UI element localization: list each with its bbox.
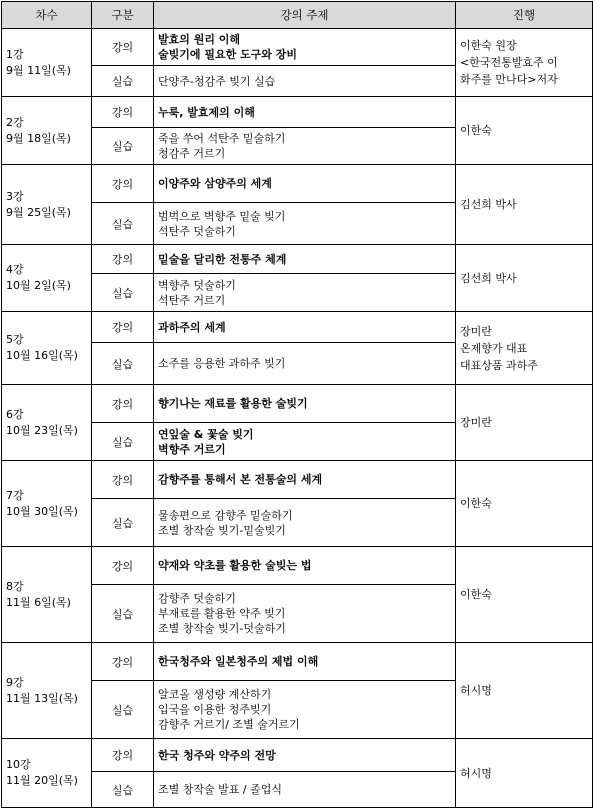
lecture-topic-cell	[154, 547, 456, 585]
session-cell	[2, 312, 92, 385]
type-lecture: 강의	[92, 385, 154, 423]
instructor-line: 온제향가 대표	[460, 341, 528, 355]
instructor-line: 김선희 박사	[460, 198, 517, 211]
lecture-topic-cell	[154, 461, 456, 499]
header-type: 구분	[92, 2, 154, 29]
session-cell	[2, 547, 92, 643]
session-date: 9월 18일(목)	[6, 131, 71, 145]
instructor-cell	[456, 29, 593, 97]
session-number: 7강	[6, 488, 24, 502]
type-lecture: 강의	[92, 739, 154, 772]
session-cell	[2, 461, 92, 547]
lecture-row	[2, 97, 593, 128]
instructor-cell	[456, 97, 593, 165]
lecture-topic-cell	[154, 312, 456, 343]
session-date: 10월 23일(목)	[6, 423, 78, 437]
type-practice: 실습	[92, 274, 154, 312]
session-number: 3강	[6, 189, 24, 203]
lecture-topic-line: 한국 청주와 약주의 전망	[158, 748, 276, 762]
lecture-topic-line: 밑술을 달리한 전통주 체계	[158, 252, 287, 266]
practice-topic-cell	[154, 66, 456, 97]
lecture-topic-line: 이양주와 삼양주의 세계	[158, 177, 272, 190]
type-practice: 실습	[92, 499, 154, 547]
practice-topic-line: 입국을 이용한 청주빚기	[158, 703, 272, 716]
header-topic: 강의 주제	[154, 2, 456, 29]
instructor-line: 대표상품 과하주	[460, 358, 538, 372]
practice-topic-line: 알코올 생성량 계산하기	[158, 688, 272, 701]
session-date: 11월 6일(목)	[6, 595, 71, 609]
instructor-cell	[456, 385, 593, 461]
session-number: 5강	[6, 333, 24, 346]
type-lecture: 강의	[92, 97, 154, 128]
instructor-line: 허시명	[460, 766, 492, 780]
instructor-line: 화주를 만나다>저자	[460, 73, 558, 86]
session-date: 10월 2일(목)	[6, 279, 71, 292]
practice-topic-line: 소주를 응용한 과하주 빚기	[158, 357, 286, 370]
instructor-cell	[456, 165, 593, 245]
lecture-topic-line: 한국청주와 일본청주의 제법 이해	[158, 655, 319, 668]
type-lecture: 강의	[92, 165, 154, 203]
lecture-topic-line: 술빚기에 필요한 도구와 장비	[158, 48, 297, 61]
session-number: 1강	[6, 47, 24, 61]
session-number: 2강	[6, 115, 24, 129]
type-lecture: 강의	[92, 245, 154, 274]
instructor-cell	[456, 461, 593, 547]
instructor-line: 이한숙	[460, 588, 492, 601]
type-lecture: 강의	[92, 643, 154, 681]
type-lecture: 강의	[92, 461, 154, 499]
practice-topic-cell	[154, 343, 456, 385]
instructor-line: 이한숙	[460, 497, 492, 510]
type-lecture: 강의	[92, 312, 154, 343]
lecture-topic-cell	[154, 739, 456, 772]
practice-topic-line: 조별 창작술 빚기-덧술하기	[158, 622, 286, 635]
session-date: 11월 20일(목)	[6, 774, 78, 787]
session-cell	[2, 245, 92, 312]
practice-topic-cell	[154, 128, 456, 165]
practice-topic-cell	[154, 681, 456, 739]
lecture-row	[2, 739, 593, 772]
lecture-topic-cell	[154, 29, 456, 66]
practice-topic-line: 부재료를 활용한 약주 빚기	[158, 607, 286, 620]
type-practice: 실습	[92, 585, 154, 643]
lecture-row	[2, 461, 593, 499]
session-cell	[2, 739, 92, 808]
type-lecture: 강의	[92, 29, 154, 66]
practice-topic-line: 석탄주 거르기	[158, 293, 226, 307]
instructor-cell	[456, 312, 593, 385]
instructor-line: 김선희 박사	[460, 271, 517, 285]
type-lecture: 강의	[92, 547, 154, 585]
session-cell	[2, 165, 92, 245]
practice-topic-line: 청감주 거르기	[158, 147, 226, 160]
practice-topic-cell	[154, 499, 456, 547]
lecture-topic-line: 감향주를 통해서 본 전통술의 세계	[158, 473, 323, 486]
course-schedule-table	[1, 1, 593, 808]
session-number: 6강	[6, 407, 24, 421]
practice-topic-cell	[154, 203, 456, 245]
type-practice: 실습	[92, 203, 154, 245]
instructor-line: <한국전통발효주 이	[460, 56, 558, 69]
session-cell	[2, 643, 92, 739]
session-number: 8강	[6, 579, 24, 593]
session-date: 11월 13일(목)	[6, 691, 78, 705]
practice-topic-line: 벽향주 거르기	[158, 442, 226, 456]
lecture-row	[2, 385, 593, 423]
instructor-line: 허시명	[460, 684, 492, 697]
practice-topic-line: 죽을 쑤어 석탄주 밑술하기	[158, 132, 286, 145]
practice-topic-line: 단양주-청감주 빚기 실습	[158, 74, 276, 88]
header-session: 차수	[2, 2, 92, 29]
header-instructor: 진행	[456, 2, 593, 29]
instructor-cell	[456, 739, 593, 808]
session-cell	[2, 29, 92, 97]
lecture-topic-cell	[154, 643, 456, 681]
session-number: 10강	[6, 758, 31, 771]
type-practice: 실습	[92, 66, 154, 97]
lecture-topic-cell	[154, 97, 456, 128]
lecture-row	[2, 547, 593, 585]
lecture-row	[2, 29, 593, 66]
lecture-topic-cell	[154, 385, 456, 423]
lecture-topic-line: 발효의 원리 이해	[158, 33, 241, 46]
session-cell	[2, 97, 92, 165]
instructor-cell	[456, 643, 593, 739]
practice-topic-cell	[154, 585, 456, 643]
practice-topic-cell	[154, 423, 456, 461]
practice-topic-line: 감향주 거르기/ 조별 술거르기	[158, 718, 300, 731]
practice-topic-line: 감향주 덧술하기	[158, 592, 236, 605]
instructor-line: 장미란	[460, 324, 492, 338]
practice-topic-line: 조별 창작술 빚기-밑술빚기	[158, 523, 286, 537]
instructor-cell	[456, 547, 593, 643]
instructor-line: 장미란	[460, 416, 492, 429]
session-date: 9월 25일(목)	[6, 205, 71, 219]
instructor-line: 이한숙 원장	[460, 39, 517, 52]
session-date: 10월 16일(목)	[6, 349, 78, 362]
lecture-topic-cell	[154, 245, 456, 274]
session-cell	[2, 385, 92, 461]
type-practice: 실습	[92, 343, 154, 385]
practice-topic-line: 물송편으로 감향주 밑술하기	[158, 508, 293, 522]
type-practice: 실습	[92, 423, 154, 461]
type-practice: 실습	[92, 681, 154, 739]
session-number: 9강	[6, 675, 24, 689]
session-number: 4강	[6, 263, 24, 276]
practice-topic-line: 석탄주 덧술하기	[158, 224, 236, 238]
lecture-row	[2, 245, 593, 274]
header-row	[2, 2, 593, 29]
practice-topic-line: 범벅으로 벽향주 밑술 빚기	[158, 209, 286, 223]
lecture-topic-line: 약재와 약초를 활용한 술빚는 법	[158, 559, 312, 572]
instructor-cell	[456, 245, 593, 312]
lecture-row	[2, 643, 593, 681]
lecture-topic-line: 향기나는 재료를 활용한 술빚기	[158, 397, 308, 410]
practice-topic-cell	[154, 274, 456, 312]
session-date: 9월 11일(목)	[6, 63, 71, 77]
practice-topic-line: 벽향주 덧술하기	[158, 278, 236, 292]
lecture-topic-cell	[154, 165, 456, 203]
lecture-row	[2, 312, 593, 343]
lecture-topic-line: 누룩, 발효제의 이해	[158, 105, 255, 119]
instructor-line: 이한숙	[460, 124, 492, 137]
lecture-row	[2, 165, 593, 203]
lecture-topic-line: 과하주의 세계	[158, 320, 226, 334]
practice-topic-line: 연잎술 & 꽃술 빚기	[158, 427, 254, 441]
type-practice: 실습	[92, 772, 154, 808]
type-practice: 실습	[92, 128, 154, 165]
practice-topic-line: 조별 창작술 발표 / 졸업식	[158, 783, 282, 796]
session-date: 10월 30일(목)	[6, 504, 78, 518]
practice-topic-cell	[154, 772, 456, 808]
